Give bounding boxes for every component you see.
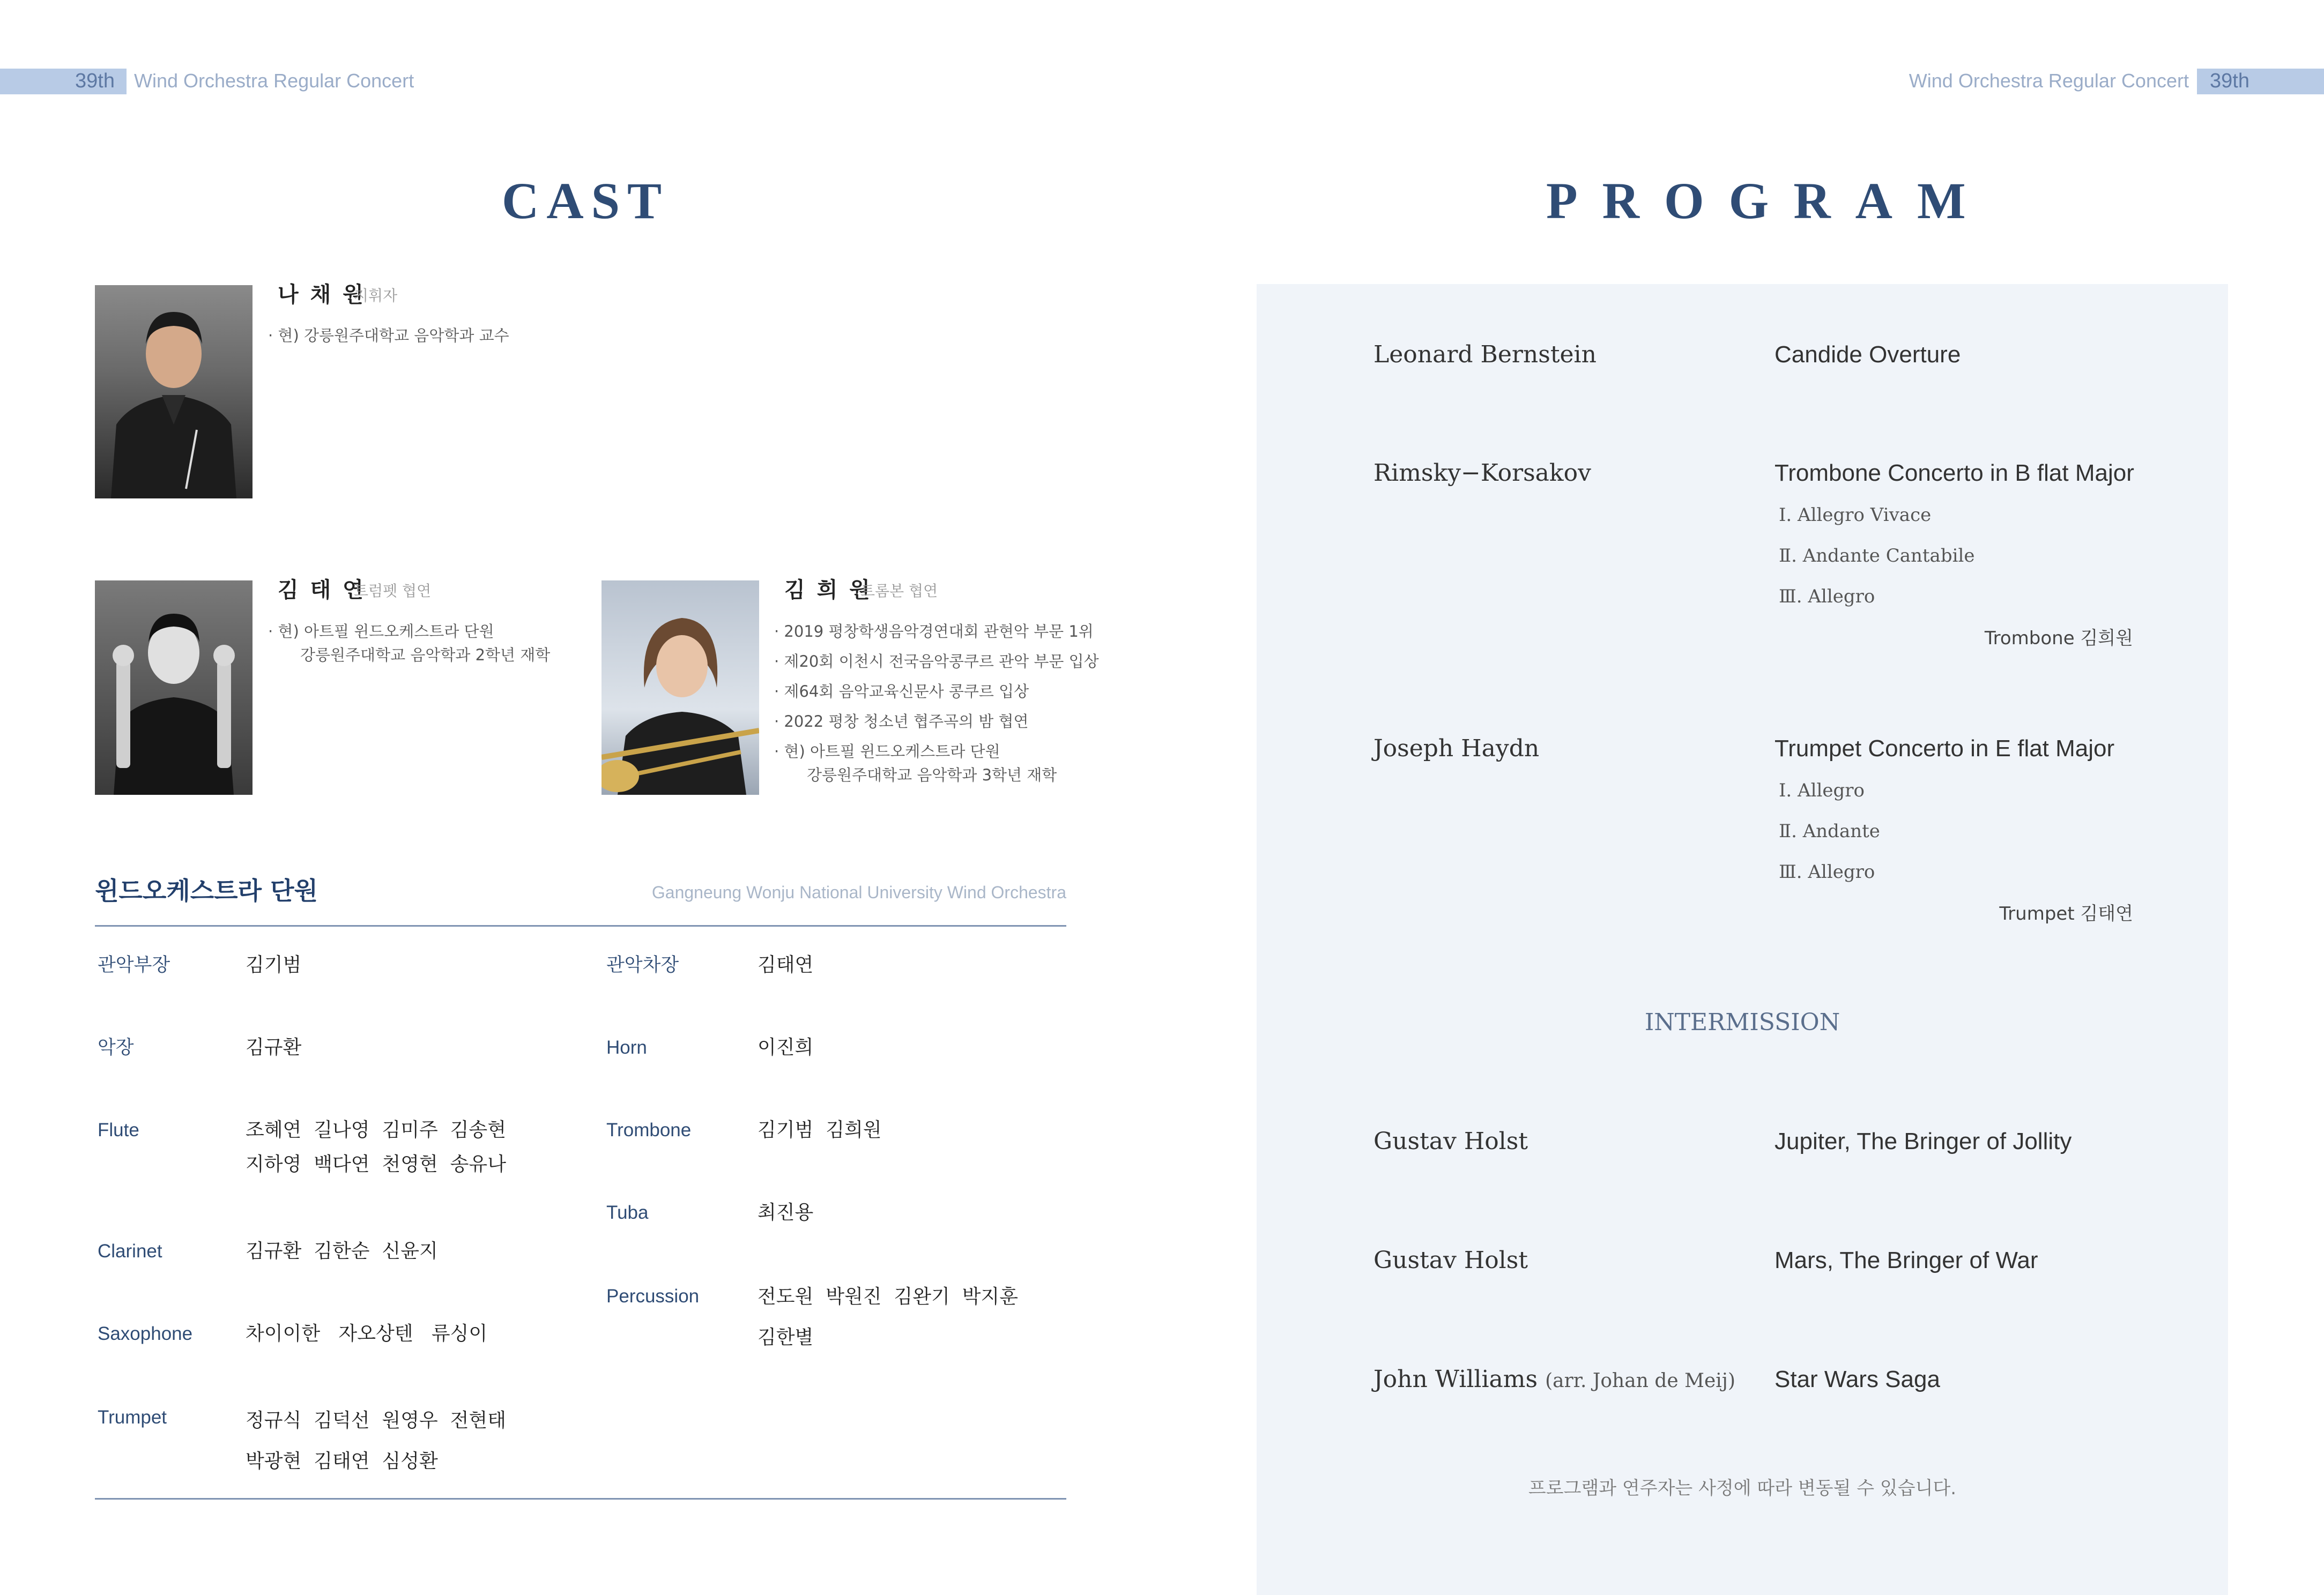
program-composer: Joseph Haydn	[1373, 735, 1540, 762]
composer-arranger-note: (arr. Johan de Meij)	[1545, 1370, 1735, 1392]
member-names: 김규환	[246, 1037, 302, 1059]
composer-name: John Williams	[1373, 1366, 1538, 1393]
program-work: Mars, The Bringer of War	[1774, 1247, 2038, 1273]
trombone-soloist-bio-line: · 제64회 음악교육신문사 콩쿠르 입상	[774, 682, 1029, 700]
trumpet-soloist-bio-line: 강릉원주대학교 음악학과 2학년 재학	[300, 646, 551, 664]
member-names: 김규환 김한순 신윤지	[246, 1240, 438, 1262]
members-bottom-rule	[95, 1498, 1066, 1500]
program-note: 프로그램과 연주자는 사정에 따라 변동될 수 있습니다.	[1528, 1478, 1957, 1499]
program-work: Trumpet Concerto in E flat Major	[1774, 735, 2115, 762]
program-composer: Rimsky−Korsakov	[1373, 459, 1591, 487]
member-names: 김기범	[246, 954, 302, 976]
conductor-portrait	[95, 285, 253, 498]
trombone-soloist-name: 김 희 원	[784, 578, 872, 602]
program-work: Trombone Concerto in B flat Major	[1774, 460, 2134, 486]
member-label: 관악부장	[98, 955, 170, 975]
member-names: 전도원 박원진 김완기 박지훈 김한별	[758, 1286, 1018, 1348]
program-movement: Ⅲ. Allegro	[1779, 861, 1875, 883]
header-edition-right: 39th	[2210, 70, 2249, 92]
program-composer	[1373, 1363, 1735, 1397]
program-work: Candide Overture	[1774, 341, 1961, 368]
intermission-label: INTERMISSION	[1644, 1009, 1840, 1036]
header-title-right: Wind Orchestra Regular Concert	[1909, 70, 2189, 92]
program-composer: Leonard Bernstein	[1373, 341, 1597, 368]
trombone-soloist-bio-line: · 현) 아트필 윈드오케스트라 단원	[774, 742, 1000, 761]
member-names: 김태연	[758, 954, 814, 976]
members-subtitle: Gangneung Wonju National University Wind Orchestra	[651, 883, 1066, 902]
member-label: Flute	[98, 1120, 139, 1141]
program-soloist: Trombone 김희원	[1984, 628, 2133, 649]
program-work: Star Wars Saga	[1774, 1366, 1940, 1392]
program-movement: Ⅱ. Andante Cantabile	[1779, 545, 1975, 567]
trombone-soloist-role: 트롬본 협연	[860, 582, 938, 600]
program-composer: Gustav Holst	[1373, 1128, 1528, 1155]
trumpet-soloist-bio-line: · 현) 아트필 윈드오케스트라 단원	[268, 622, 494, 640]
trombone-soloist-bio-line: · 제20회 이천시 전국음악콩쿠르 관악 부문 입상	[774, 652, 1099, 670]
conductor-role: 지휘자	[354, 287, 398, 304]
conductor-bio-line: · 현) 강릉원주대학교 음악학과 교수	[268, 326, 509, 345]
header-edition-left: 39th	[75, 70, 115, 92]
trombone-soloist-bio-line: · 2019 평창학생음악경연대회 관현악 부문 1위	[774, 622, 1094, 640]
members-title: 윈드오케스트라 단원	[95, 876, 318, 905]
trumpet-soloist-role: 트럼펫 협연	[354, 582, 432, 600]
member-names: 차이이한 자오상텐 류싱이	[246, 1323, 488, 1345]
member-names: 조혜연 길나영 김미주 김송현 지하영 백다연 천영현 송유나	[246, 1119, 506, 1175]
program-movement: Ⅰ. Allegro Vivace	[1779, 504, 1932, 526]
trumpet-portrait	[95, 580, 253, 795]
trombone-portrait	[602, 580, 759, 795]
member-names: 김기범 김희원	[758, 1119, 882, 1141]
member-label: Trombone	[606, 1120, 692, 1141]
program-movement: Ⅰ. Allegro	[1779, 780, 1865, 801]
member-label: 관악차장	[606, 955, 679, 975]
program-movement: Ⅲ. Allegro	[1779, 586, 1875, 607]
cast-title: CAST	[502, 172, 670, 229]
member-label: Horn	[606, 1037, 647, 1058]
trumpet-soloist-photo	[95, 580, 253, 795]
member-names: 최진용	[758, 1202, 814, 1224]
trumpet-soloist-name: 김 태 연	[278, 578, 366, 602]
members-top-rule	[95, 925, 1066, 927]
trombone-soloist-photo	[602, 580, 759, 795]
member-label: 악장	[98, 1037, 134, 1058]
conductor-name: 나 채 원	[278, 282, 366, 307]
program-composer: Gustav Holst	[1373, 1247, 1528, 1274]
member-label: Trumpet	[98, 1407, 167, 1428]
member-names: 정규식 김덕선 원영우 전현태 박광현 김태연 심성환	[246, 1410, 506, 1472]
program-work: Jupiter, The Bringer of Jollity	[1774, 1128, 2072, 1154]
member-label: Tuba	[606, 1202, 649, 1223]
trombone-soloist-bio-line: · 2022 평창 청소년 협주곡의 밤 협연	[774, 712, 1029, 731]
program-movement: Ⅱ. Andante	[1779, 821, 1880, 842]
member-label: Percussion	[606, 1286, 700, 1307]
trombone-soloist-bio-line: 강릉원주대학교 음악학과 3학년 재학	[807, 766, 1057, 784]
member-label: Saxophone	[98, 1323, 193, 1344]
program-title: PROGRAM	[1546, 172, 1991, 229]
member-names: 이진희	[758, 1037, 814, 1059]
member-label: Clarinet	[98, 1241, 162, 1262]
header-title-left: Wind Orchestra Regular Concert	[134, 70, 414, 92]
conductor-photo	[95, 285, 253, 498]
program-soloist: Trumpet 김태연	[1999, 903, 2133, 925]
